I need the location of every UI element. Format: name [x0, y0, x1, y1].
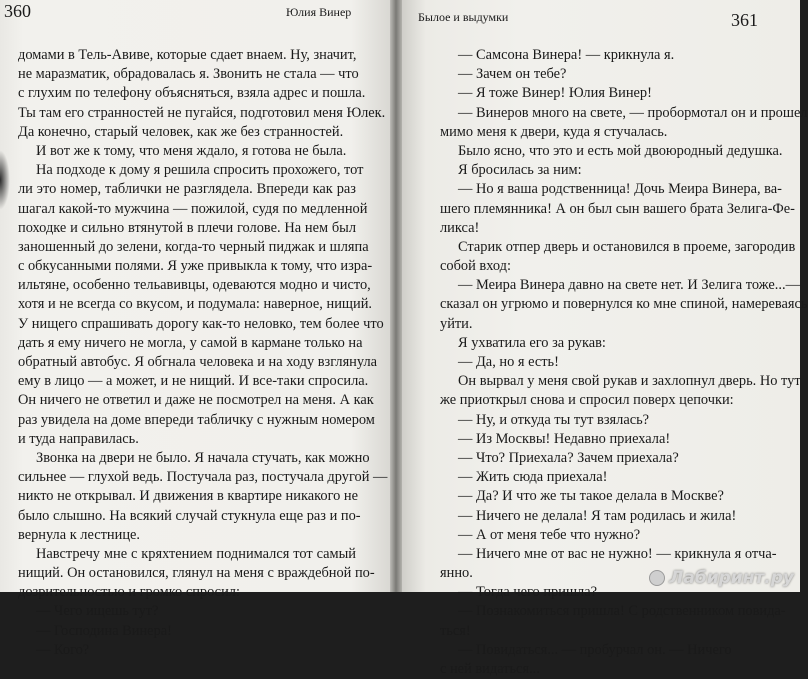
text-line: ли это номер, таблички не разглядела. Впереди как раз [18, 181, 356, 198]
text-line: мимо меня к двери, куда я стучалась. [440, 123, 668, 140]
text-line: Звонка на двери не было. Я начала стучать, как можно [36, 449, 370, 466]
text-line: На подходе к дому я решила спросить прохожего, тот [36, 162, 364, 179]
text-line: собой вход: [440, 258, 511, 275]
text-line: вернула к лестнице. [18, 526, 141, 543]
text-line: Он ничего не ответил и даже не посмотрел на меня. А как [18, 392, 374, 409]
text-line: домами в Тель-Авиве, которые сдает внаем. Ну, значит, [18, 47, 357, 63]
text-line: хотя и не всегда со вкусом, и подумала: наверное, нищий. [18, 296, 372, 313]
text-line: — Тогда чего пришла? [458, 584, 597, 601]
text-line: — А от меня тебе что нужно? [458, 526, 641, 543]
text-line: с глухим по телефону объясняться, взяла адрес и пошла. [18, 85, 366, 102]
text-line: дозрительностью и громко спросил: [18, 584, 240, 601]
left-page-text [18, 46, 388, 660]
page-number: 360 [4, 1, 31, 21]
text-line: походке и сильно втянутой в плечи голове. На нем был [18, 219, 356, 236]
text-line: не маразматик, обрадовалась я. Звонить не стала — что [18, 66, 359, 83]
text-line: Навстречу мне с кряхтением поднимался тот самый [36, 545, 356, 562]
text-line: ликса! [440, 219, 480, 236]
text-line: — Что? Приехала? Зачем приехала? [458, 449, 679, 466]
text-line: ему в лицо — а может, и не нищий. И все-таки спросила. [18, 373, 369, 390]
text-line: Я бросилась за ним: [458, 162, 582, 179]
text-line: У нищего спрашивать дорогу как-то неловко, тем более что [18, 315, 384, 332]
text-line: янно. [440, 565, 473, 582]
text-line: с обкусанными полями. Я уже привыкла к тому, что изра- [18, 258, 373, 275]
text-line: — Ничего не делала! Я там родилась и жила! [458, 507, 737, 524]
text-line: — Но я ваша родственница! Дочь Меира Винера, ва- [458, 181, 782, 198]
text-line: Да конечно, старый человек, как же без странностей. [18, 123, 344, 140]
text-line: — Меира Винера давно на свете нет. И Зелига тоже...— [458, 277, 800, 294]
text-line: сильнее — глухой ведь. Постучала раз, постучала другой — [18, 469, 388, 486]
text-line: шего племянника! А он был сын вашего брата Зелига-Фе- [440, 200, 795, 217]
watermark-text: Лабиринт.ру [669, 568, 794, 588]
text-line: Ты там его странностей не пугайся, подготовил меня Юлек. [18, 104, 386, 121]
text-line: — Кого? [36, 641, 90, 658]
watermark [649, 568, 794, 588]
book-gutter [390, 0, 402, 592]
text-line: шагал какой-то мужчина — пожилой, судя по медленной [18, 200, 368, 217]
text-line: — Повидаться... — пробурчал он. — Ничего [458, 641, 732, 658]
right-page [402, 0, 808, 677]
text-line: сказал он угрюмо и повернулся ко мне спиной, намереваясь [440, 296, 808, 313]
text-line: ться! [440, 622, 471, 639]
text-line: — Да, но я есть! [458, 354, 559, 370]
text-line: раз увидела на доме впереди табличку с нужным номером [18, 411, 375, 428]
text-line: — Ну, и откуда ты тут взялась? [458, 411, 650, 428]
text-line: Он вырвал у меня свой рукав и захлопнул дверь. Но тут [458, 373, 801, 390]
text-line: же приоткрыл снова и спросил поверх цепочки: [440, 392, 734, 409]
text-line: — Чего ищешь тут? [36, 603, 159, 620]
text-line: И вот же к тому, что меня ждало, я готова не была. [36, 142, 347, 159]
text-line: обратный автобус. Я обгнала человека и на ходу взглянула [18, 354, 378, 370]
text-line: — Самсона Винера! — крикнула я. [458, 47, 675, 63]
text-line: с ней видаться... [440, 661, 540, 677]
text-line: — Да? И что же ты такое делала в Москве? [458, 488, 724, 505]
left-page [0, 0, 390, 658]
text-line: и туда направилась. [18, 430, 139, 447]
text-line: — Зачем он тебе? [458, 66, 567, 83]
page-number: 361 [731, 10, 758, 30]
text-line: — Из Москвы! Недавно приехала! [458, 430, 671, 447]
text-line: Было ясно, что это и есть мой двоюродный дедушка. [458, 142, 783, 159]
text-line: — Винеров много на свете, — пробормотал он и прошел [458, 104, 808, 121]
labyrinth-logo-icon [649, 570, 665, 586]
text-line: было слышно. На всякий случай стукнула еще раз и по- [18, 507, 361, 524]
text-line: — Ничего мне от вас не нужно! — крикнула я отча- [458, 545, 777, 562]
text-line: Я ухватила его за рукав: [458, 334, 606, 351]
text-line: — Я тоже Винер! Юлия Винер! [458, 85, 652, 102]
text-line: — Жить сюда приехала! [458, 469, 608, 486]
text-line: уйти. [440, 315, 473, 332]
text-line: — Познакомиться пришла! С родственником повида- [458, 603, 786, 620]
text-line: дать я ему ничего не могла, у самой в кармане только на [18, 334, 363, 351]
text-line: Старик отпер дверь и остановился в проеме, загородив [458, 238, 796, 255]
text-line: — Господина Винера! [36, 622, 172, 639]
running-head: Юлия Винер [286, 5, 352, 19]
text-line: нищий. Он остановился, глянул на меня с враждебной по- [18, 565, 375, 582]
text-line: заношенный до зелени, когда-то черный пиджак и шляпа [18, 238, 369, 255]
page-edge-shadow [0, 150, 10, 210]
text-line: никто не открывал. И движения в квартире никакого не [18, 488, 358, 505]
running-head: Былое и выдумки [418, 10, 509, 24]
text-line: ильтяне, особенно тельавивцы, одеваются модно и чисто, [18, 277, 371, 294]
